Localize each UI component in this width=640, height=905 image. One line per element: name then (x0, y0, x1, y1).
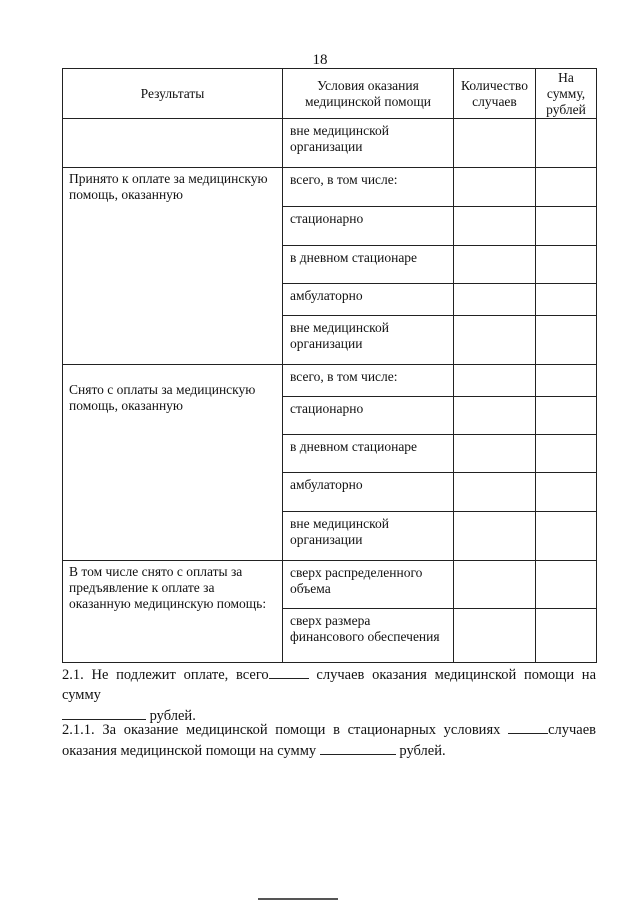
cases-cell (454, 512, 536, 561)
sum-cell (536, 168, 597, 207)
sum-cell (536, 316, 597, 365)
table-row (63, 119, 597, 168)
page-number: 18 (312, 52, 328, 68)
p211-text-c: оказания медицинской помощи на сумму (62, 743, 317, 759)
p211-text-b: случаев (548, 722, 597, 738)
condition-cell: в дневном стационаре (283, 435, 454, 473)
p21-text-b: случаев оказания медицинской помощи на сумму (62, 667, 597, 703)
header-results: Результаты (63, 69, 283, 119)
p211-text-a: 2.1.1. За оказание медицинской помощи в стационарных условиях (62, 722, 501, 738)
condition-cell: стационарно (283, 397, 454, 435)
condition-cell: вне медицинской организации (283, 316, 454, 365)
sum-cell (536, 365, 597, 397)
result-removed: Снято с оплаты за медицинскую помощь, оказанную (63, 365, 283, 561)
condition-cell: всего, в том числе: (283, 365, 454, 397)
p21-text-c: рублей. (149, 708, 196, 724)
cases-cell (454, 168, 536, 207)
cases-cell (454, 284, 536, 316)
cases-cell (454, 207, 536, 246)
condition-cell: амбулаторно (283, 284, 454, 316)
sum-cell (536, 609, 597, 663)
condition-cell: сверх размера финансового обеспечения (283, 609, 454, 663)
sum-cell (536, 397, 597, 435)
sum-cell (536, 512, 597, 561)
header-conditions: Условия оказания медицинской помощи (283, 69, 454, 119)
sum-cell (536, 284, 597, 316)
paragraph-2-1-1 (62, 719, 596, 761)
condition-cell: сверх распределенного объема (283, 561, 454, 609)
cases-cell (454, 435, 536, 473)
p21-text-a: 2.1. Не подлежит оплате, всего (62, 667, 269, 683)
p211-text-d: рублей. (399, 743, 446, 759)
blank-cases-field[interactable] (269, 664, 309, 679)
blank-cases-field[interactable] (508, 719, 548, 734)
table-header-row (63, 69, 597, 119)
condition-cell: амбулаторно (283, 473, 454, 512)
blank-sum-field[interactable] (320, 740, 396, 755)
cases-cell (454, 609, 536, 663)
table-row (63, 561, 597, 609)
cases-cell (454, 397, 536, 435)
result-accepted: Принято к оплате за медицинскую помощь, оказанную (63, 168, 283, 365)
sum-cell (536, 561, 597, 609)
sum-cell (536, 435, 597, 473)
sum-cell (536, 246, 597, 284)
cases-cell (454, 561, 536, 609)
blank-sum-field[interactable] (62, 705, 146, 720)
result-removed-overlimit: В том числе снято с оплаты за предъявление к оплате за оказанную медицинскую помощь: (63, 561, 283, 663)
condition-cell: вне медицинской организации (283, 119, 454, 168)
header-cases: Количество случаев (454, 69, 536, 119)
cases-cell (454, 365, 536, 397)
condition-cell: в дневном стационаре (283, 246, 454, 284)
condition-cell: стационарно (283, 207, 454, 246)
table-row (63, 168, 597, 207)
cases-cell (454, 246, 536, 284)
paragraph-2-1 (62, 664, 596, 726)
condition-cell: вне медицинской организации (283, 512, 454, 561)
table-row (63, 365, 597, 397)
cases-cell (454, 316, 536, 365)
sum-cell (536, 119, 597, 168)
result-cell-empty (63, 119, 283, 168)
scan-edge-mark (258, 898, 338, 904)
sum-cell (536, 473, 597, 512)
cases-cell (454, 119, 536, 168)
results-table (62, 68, 597, 663)
condition-cell: всего, в том числе: (283, 168, 454, 207)
header-sum: На сумму, рублей (536, 69, 597, 119)
cases-cell (454, 473, 536, 512)
sum-cell (536, 207, 597, 246)
